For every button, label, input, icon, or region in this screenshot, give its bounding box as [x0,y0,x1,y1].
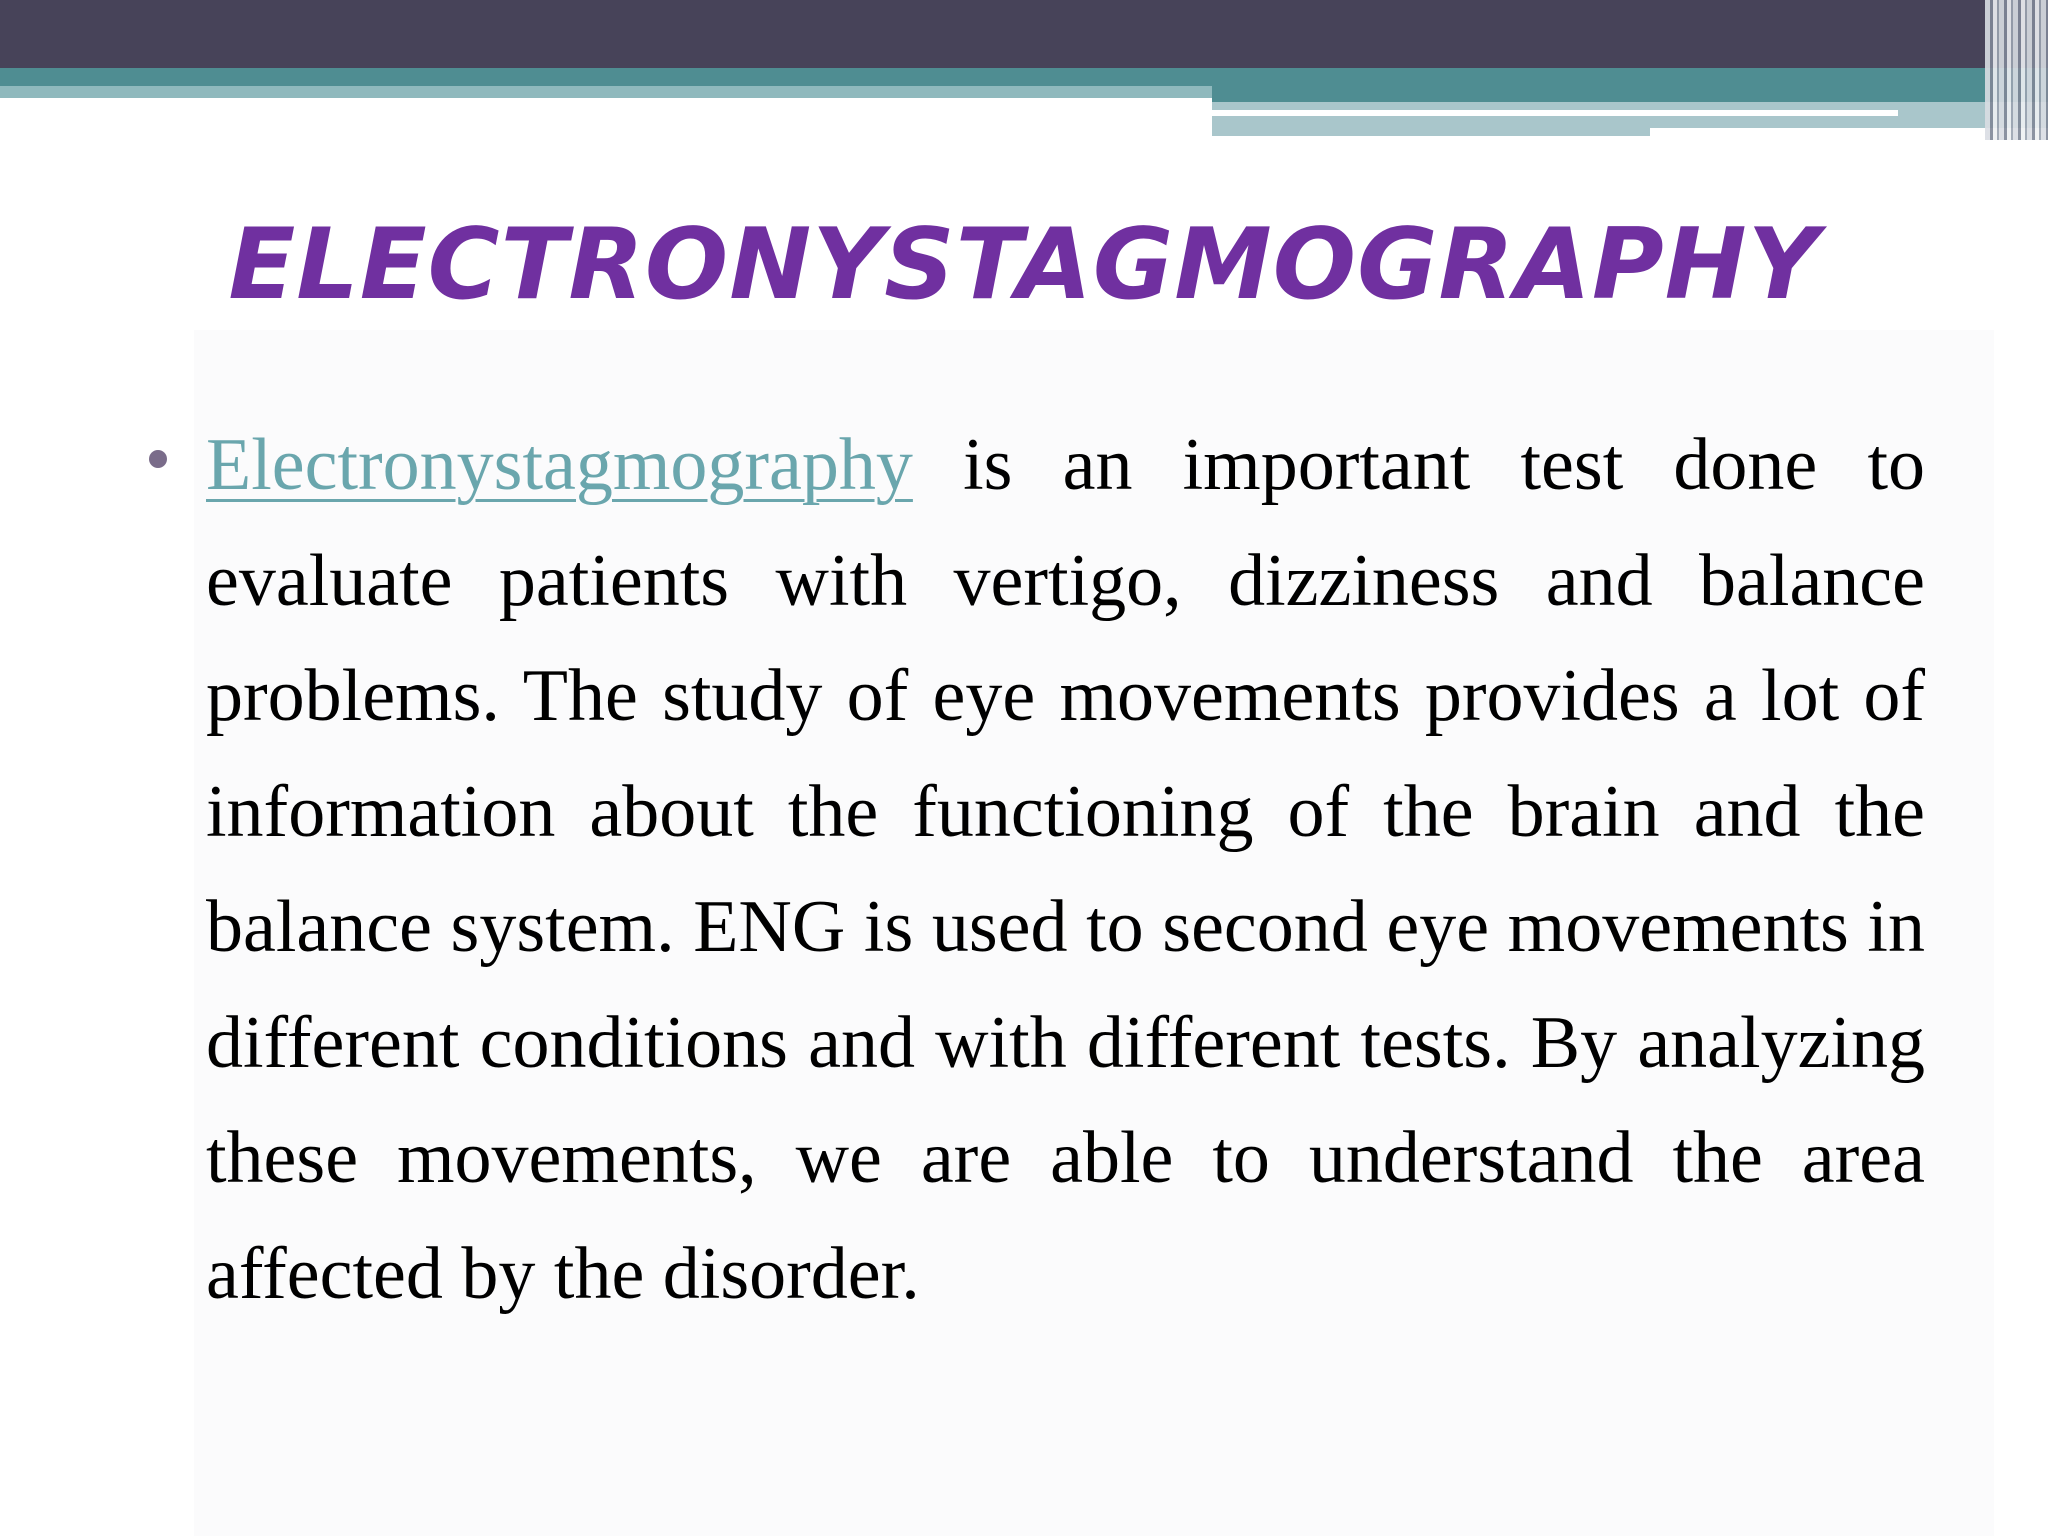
header-band-teal-right [1212,68,2048,102]
header-band-dark [0,0,2048,68]
bullet-icon [149,450,167,468]
bullet-list [145,408,1925,1332]
bullet-text: is an important test done to evaluate patients with vertigo, dizziness and balance problems. The study of eye movements provides a lot of information about the functioning of the brain and the balance system. ENG is used to second eye movements in different conditions and with different tests. By analyzing these movements, we are able to understand the area affected by the disorder. [206,424,1925,1315]
bullet-item [145,408,1925,1332]
header-edge-bars [1985,0,2048,140]
slide-title: ELECTRONYSTAGMOGRAPHY [228,208,1820,322]
header-band-teal-light [0,86,1212,98]
header-band-teal [0,68,1212,86]
header-band-right-line [1212,110,1898,116]
electronystagmography-link[interactable]: Electronystagmography [206,424,913,506]
